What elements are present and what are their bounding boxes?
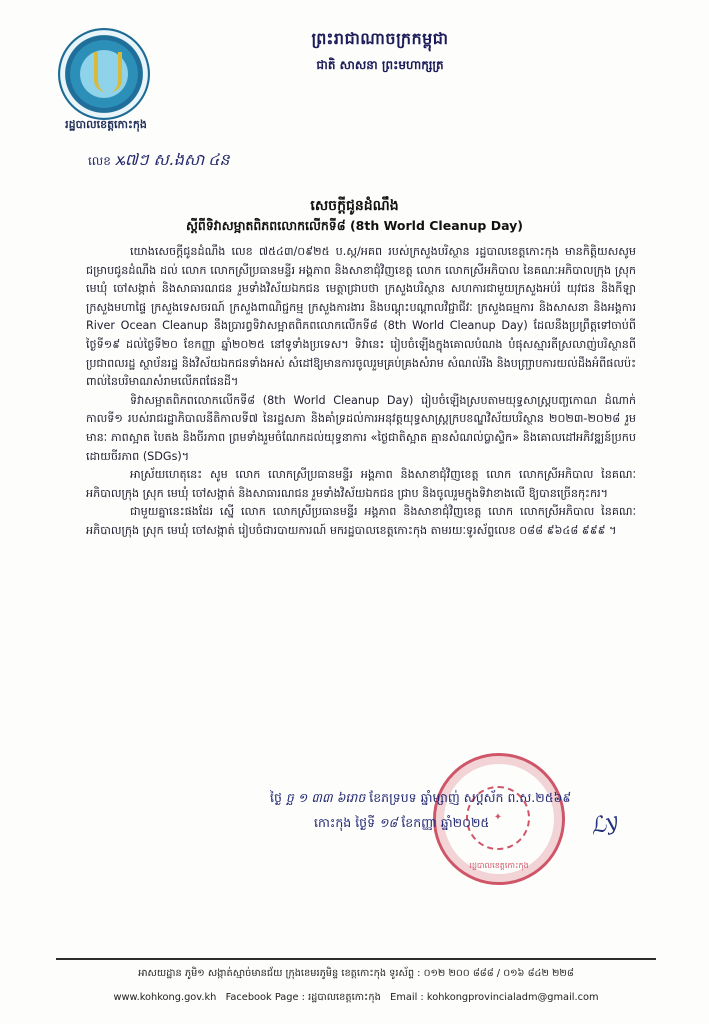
facebook-page[interactable]: រដ្ឋបាលខេត្តកោះកុង [308,992,381,1003]
reference-handwritten: ꭖ៧ៗ ស.ងសា [114,150,205,169]
reference-number [88,148,230,173]
facebook-label: Facebook Page : [225,992,305,1003]
website-link[interactable]: www.kohkong.gov.kh [113,992,217,1003]
paragraph: ជាមួយគ្នានេះផងដែរ ស្នើ លោក លោកស្រីប្រធានមន្ទីរ អង្គភាព និងសាខាជុំវិញខេត្ត លោក លោកស្រីអភិបាល នៃគណៈអភិបាលក្រុង ស្រុក មេឃុំ ចៅសង្កាត់ រៀបចំជារបាយការណ៍ មករដ្ឋបាលខេត្តកោះកុង តាមរយៈទូរស័ព្ទលេខ ០៨៨ ៩៦៤៨ ៩៩៩ ។ [86,505,636,537]
kingdom-heading: ព្រះរាជាណាចក្រកម្ពុជា [311,29,449,48]
footer-contact [56,990,656,1005]
paragraph: ទិវាសម្អាតពិភពលោកលើកទី៨ (8th World Cleanup Day) រៀបចំឡើងស្របតាមយុទ្ធសាស្ត្របញ្ចកោណ ដំណាក់កាលទី១ របស់រាជរដ្ឋាភិបាលនីតិកាលទី៧ នៃរដ្ឋសភា និងគាំទ្រដល់ការអនុវត្តយុទ្ធសាស្ត្រក្របខណ្ឌវិស័យបរិស្ថាន ២០២៣-២០២៨ រួមមានៈ ភាពស្អាត បៃតង និងចីរភាព ព្រមទាំងរួមចំណែកដល់យុទ្ធនាការ «ថ្ងៃជាតិស្អាត គ្មានសំណល់ប្លាស្ទិក» និងគោលដៅអភិវឌ្ឍន៍ប្រកបដោយចីរភាព (SDGs)។ [86,393,636,463]
handwritten-signature: ℒy [587,808,622,841]
paragraph: អាស្រ័យហេតុនេះ សូម លោក លោកស្រីប្រធានមន្ទីរ អង្គភាព និងសាខាជុំវិញខេត្ត លោក លោកស្រីអភិបាល នៃគណៈអភិបាលក្រុង ស្រុក មេឃុំ ចៅសង្កាត់ និងសាធារណជន រួមទាំងវិស័យឯកជន ជ្រាប និងចូលរួមក្នុងទិវាខាងលើ ឱ្យបានច្រើនកុះករ។ [86,468,636,500]
document-body [86,243,636,541]
ministry-seal-logo [58,28,150,120]
anchor-icon [94,52,122,92]
national-motto: ជាតិ សាសនា ព្រះមហាក្សត្រ [316,58,444,72]
lunar-date: ថ្ងៃ ច្ឆ ១ ៣៣ ៦រោច ខែភទ្របទ ឆ្នាំម្សាញ់ សប្តស័ក ព.ស.២៥៦៩ [270,790,572,805]
stamp-emblem: ✦ [466,786,530,850]
ministry-name: រដ្ឋបាលខេត្តកោះកុង [65,118,147,131]
solar-date: កោះកុង ថ្ងៃទី ១៨ ខែកញ្ញា ឆ្នាំ២០២៥ [314,815,490,830]
footer-divider [56,958,656,960]
reference-label: លេខ [88,154,111,168]
email-link[interactable]: kohkongprovincialadm@gmail.com [426,992,599,1003]
document-title: សេចក្តីជូនដំណឹង [310,198,399,214]
stamp-text: រដ្ឋបាលខេត្តកោះកុង [469,861,529,870]
date-block [270,785,630,835]
paragraph: យោងសេចក្តីជូនដំណឹង លេខ ៧៥៤៣/០៩២៥ ប.ស្ក/អគព របស់ក្រសួងបរិស្ថាន រដ្ឋបាលខេត្តកោះកុង មានកិត្តិយសសូមជម្រាបជូនដំណឹង ដល់ លោក លោកស្រីប្រធានមន្ទីរ អង្គភាព និងសាខាជុំវិញខេត្ត លោក លោកស្រីអភិបាល នៃគណៈអភិបាលក្រុង ស្រុក មេឃុំ ចៅសង្កាត់ និងសាធារណជន រួមទាំងវិស័យឯកជន មេត្តាជ្រាបថា ក្រសួងបរិស្ថាន សហការជាមួយក្រសួងអប់រំ យុវជន និងកីឡា ក្រសួងមហាផ្ទៃ ក្រសួងទេសចរណ៍ ក្រសួងពាណិជ្ជកម្ម ក្រសួងការងារ និងបណ្តុះបណ្តាលវិជ្ជាជីវៈ ក្រសួងធម្មការ និងសាសនា និងអង្គការ River Ocean Cleanup នឹងប្រារព្ធទិវាសម្អាតពិភពលោកលើកទី៨ (8th World Cleanup Day) ដែលនឹងប្រព្រឹត្តទៅចាប់ពីថ្ងៃទី១៩ ដល់ថ្ងៃទី២០ ខែកញ្ញា ឆ្នាំ២០២៥ នៅទូទាំងប្រទេស។ ទិវានេះ រៀបចំឡើងក្នុងគោលបំណង បំផុសស្មារតីស្រលាញ់បរិស្ថានពីប្រជាពលរដ្ឋ ស្ថាប័នរដ្ឋ និងវិស័យឯកជនទាំងអស់ សំដៅឱ្យមានការចូលរួមគ្រប់គ្រងសំរាម សំណល់រឹង និងបញ្ជ្រាបការយល់ដឹងអំពីផលប៉ះពាល់នៃបរិមាណសំរាមលើភពផែនដី។ [86,245,636,389]
document-subtitle: ស្តីពីទិវាសម្អាតពិភពលោកលើកទី៨ (8th World Cleanup Day) [185,218,524,233]
footer-address: អាសយដ្ឋាន ភូមិ១ សង្កាត់ស្មាច់មានជ័យ ក្រុងខេមរភូមិន្ទ ខេត្តកោះកុង ទូរស័ព្ទ : ០១២ ២០០ ៨៨៨ / ០១៦ ៨៤២ ២២៨ [138,968,574,979]
reference-suffix: ៤ន [208,150,230,169]
email-label: Email : [390,992,424,1003]
